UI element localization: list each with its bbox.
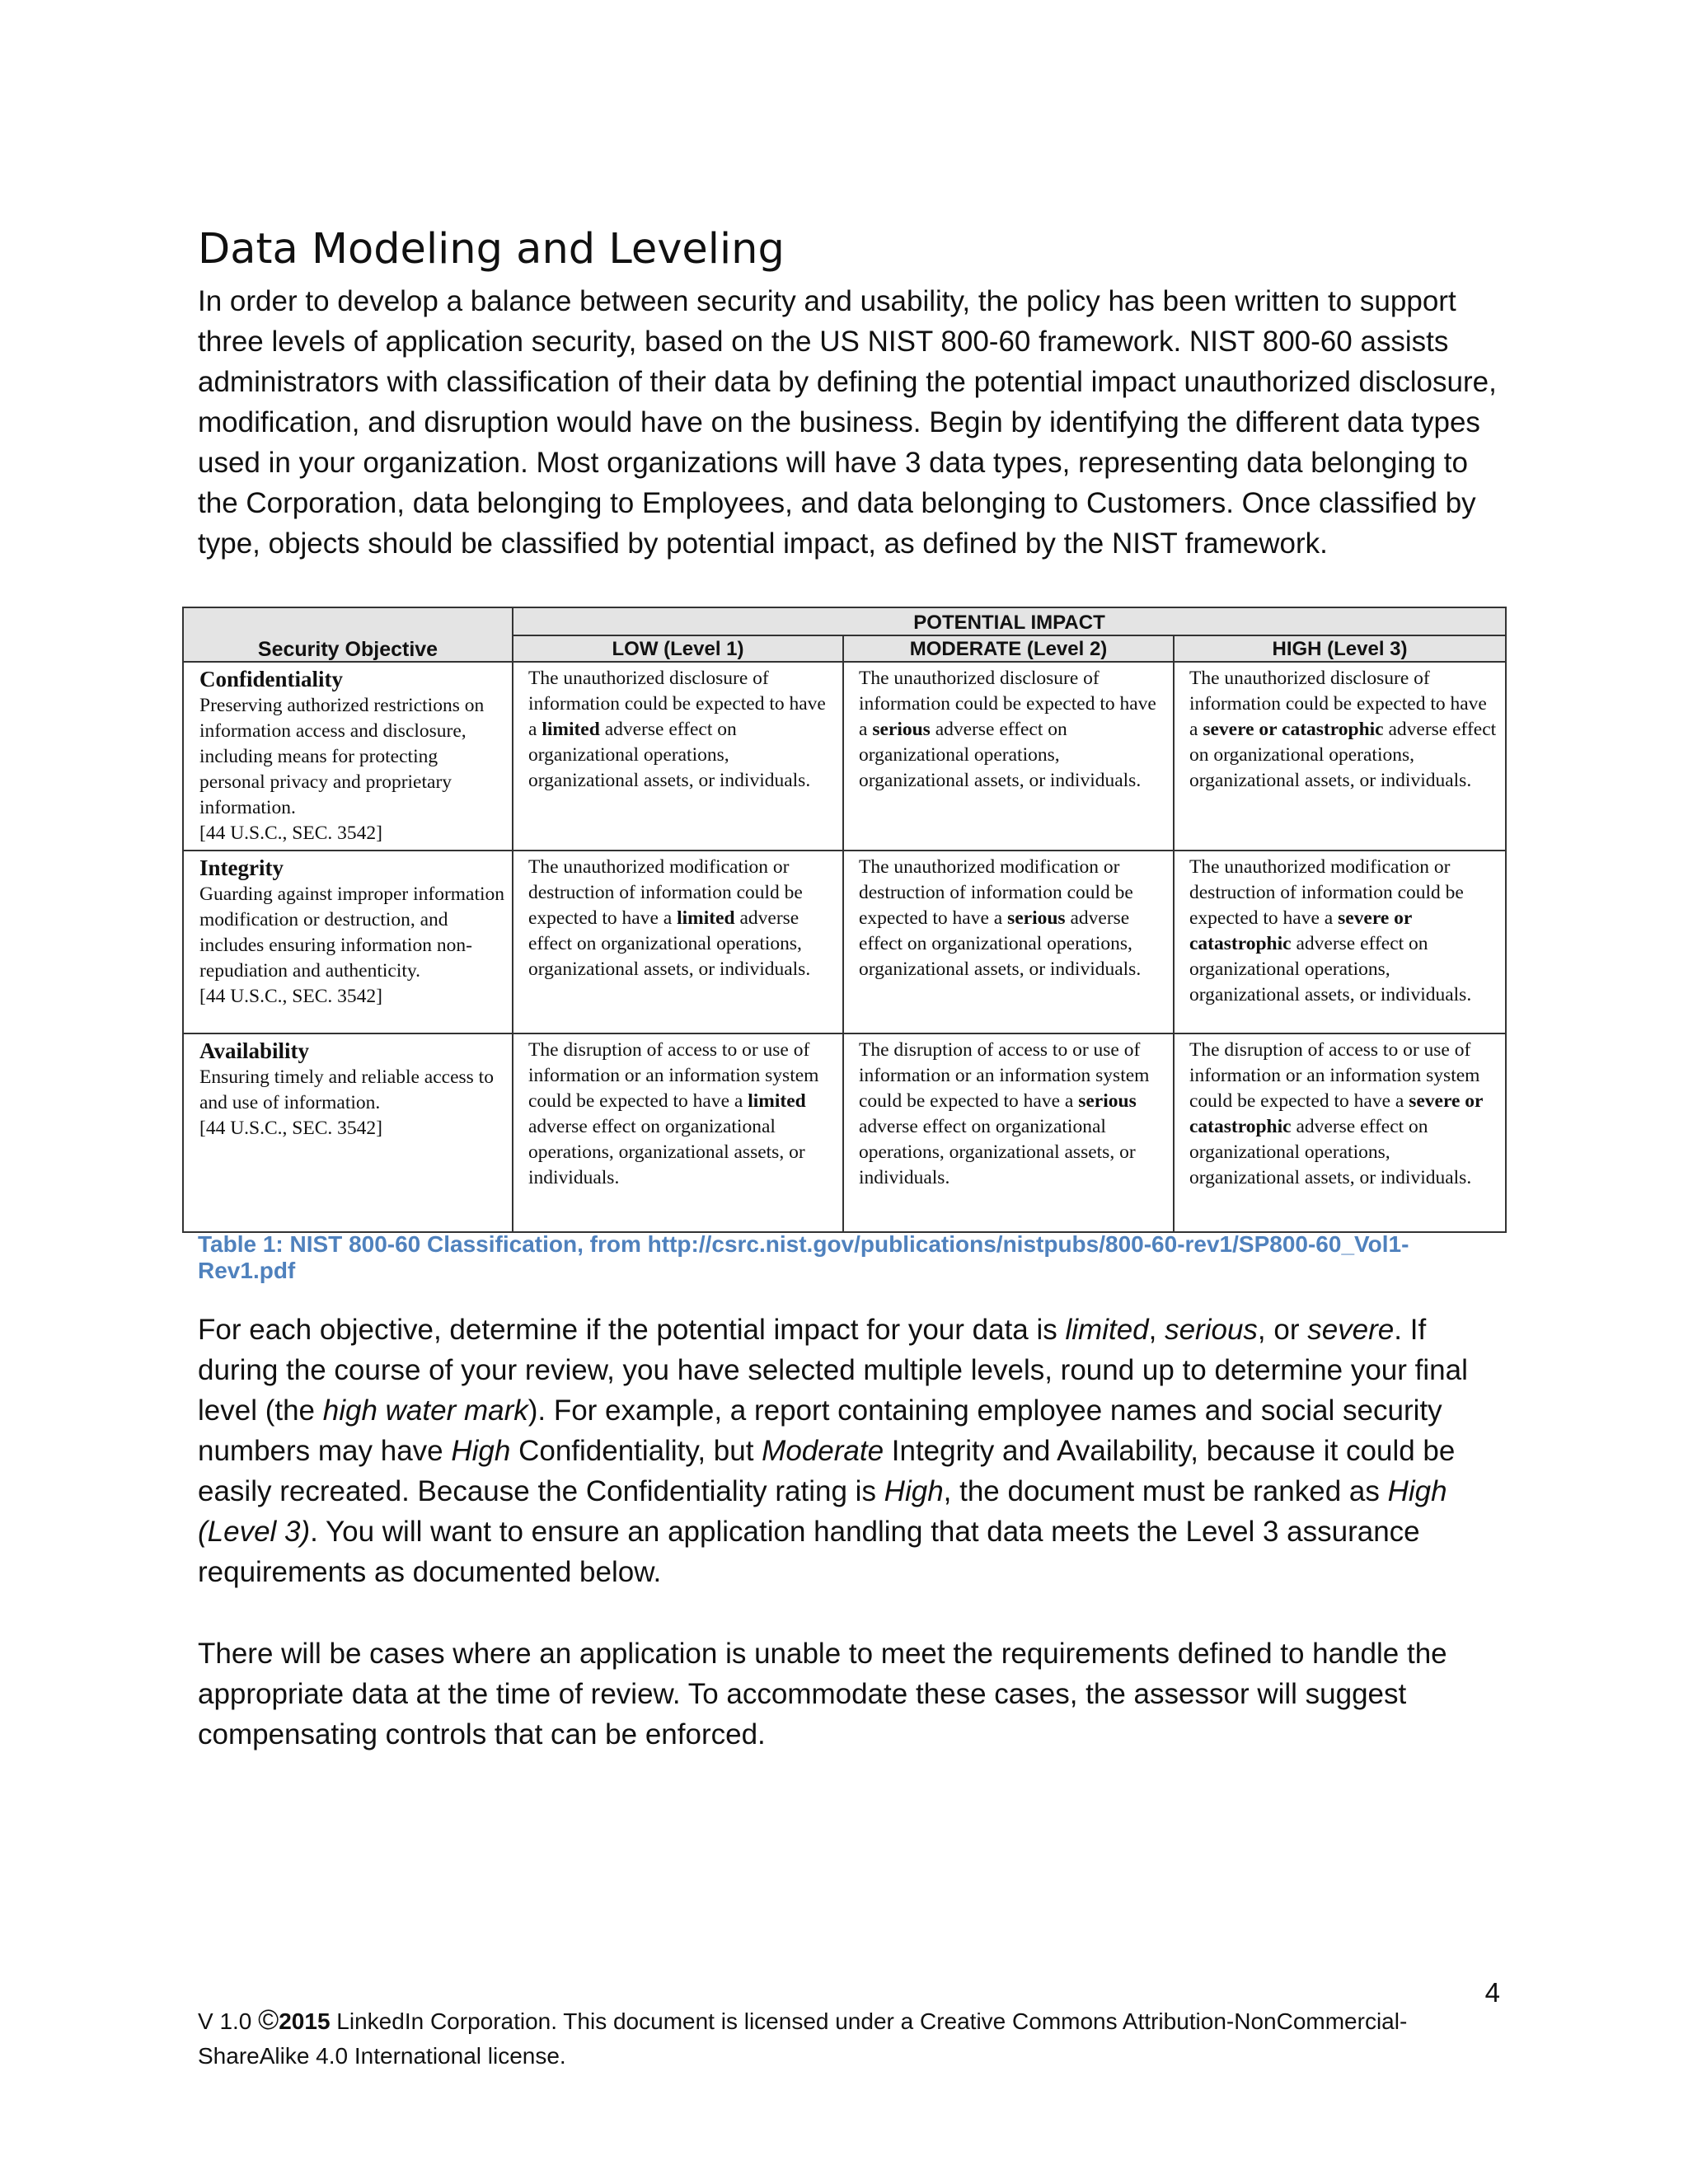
impact-cell-moderate: The unauthorized disclosure of information could be expected to have a serious adverse effect on organizational operations, organizational assets, or individuals.: [843, 662, 1174, 851]
objective-cell: [183, 1033, 513, 1232]
objective-name: Integrity: [199, 855, 284, 880]
objective-description: Ensuring timely and reliable access to and use of information.: [199, 1066, 494, 1113]
copyright-symbol: ©: [258, 2004, 279, 2036]
nist-classification-table: [182, 607, 1507, 1233]
impact-cell-low: The disruption of access to or use of information or an information system could be expected to have a limited adverse effect on organizational operations, organizational assets, or individuals.: [513, 1033, 843, 1232]
level-header-high: HIGH (Level 3): [1174, 635, 1506, 662]
objective-description: Preserving authorized restrictions on information access and disclosure, including means for protecting personal privacy and proprietary information.: [199, 695, 485, 818]
impact-cell-moderate: The disruption of access to or use of information or an information system could be expected to have a serious adverse effect on organizational operations, organizational assets, or individuals.: [843, 1033, 1174, 1232]
impact-cell-moderate: The unauthorized modification or destruction of information could be expected to have a serious adverse effect on organizational operations, organizational assets, or individuals.: [843, 851, 1174, 1033]
page-number: 4: [1484, 1977, 1500, 2008]
impact-cell-high: The unauthorized disclosure of information could be expected to have a severe or catastrophic adverse effect on organizational operations, organizational assets, or individuals.: [1174, 662, 1506, 851]
table-row-integrity: [183, 851, 1506, 1033]
table-header-row: [183, 607, 1506, 635]
table-row-availability: [183, 1033, 1506, 1232]
impact-cell-low: The unauthorized modification or destruction of information could be expected to have a limited adverse effect on organizational operations, organizational assets, or individuals.: [513, 851, 843, 1033]
compensating-controls-paragraph: There will be cases where an application is unable to meet the requirements defined to handle the appropriate data at the time of review. To accommodate these cases, the assessor will suggest compensating controls that can be enforced.: [198, 1638, 1447, 1750]
security-objective-header: Security Objective: [183, 607, 513, 662]
impact-cell-high: The unauthorized modification or destruction of information could be expected to have a severe or catastrophic adverse effect on organizational operations, organizational assets, or individuals.: [1174, 851, 1506, 1033]
objective-reference: [44 U.S.C., SEC. 3542]: [199, 1118, 382, 1139]
impact-cell-low: The unauthorized disclosure of information could be expected to have a limited adverse effect on organizational operations, organizational assets, or individuals.: [513, 662, 843, 851]
intro-paragraph: In order to develop a balance between security and usability, the policy has been written to support three levels of application security, based on the US NIST 800-60 framework. NIST 800-60 assists administrators with classification of their data by defining the potential impact unauthorized disclosure, modification, and disruption would have on the business. Begin by identifying the different data types used in your organization. Most organizations will have 3 data types, representing data belonging to the Corporation, data belonging to Employees, and data belonging to Customers. Once classified by type, objects should be classified by potential impact, as defined by the NIST framework.: [198, 285, 1497, 560]
objective-name: Confidentiality: [199, 667, 344, 691]
table-caption: Table 1: NIST 800-60 Classification, from http://csrc.nist.gov/publications/nistpubs/800-60-rev1/SP800-60_Vol1-Rev1.pdf: [198, 1231, 1409, 1283]
table-row-confidentiality: [183, 662, 1506, 851]
footer-license: V 1.0 ©2015 LinkedIn Corporation. This document is licensed under a Creative Commons Attribution-NonCommercial-ShareAlike 4.0 International license.: [198, 2004, 1408, 2069]
objective-reference: [44 U.S.C., SEC. 3542]: [199, 986, 382, 1007]
impact-cell-high: The disruption of access to or use of information or an information system could be expected to have a severe or catastrophic adverse effect on organizational operations, organizational assets, or individuals.: [1174, 1033, 1506, 1232]
objective-reference: [44 U.S.C., SEC. 3542]: [199, 823, 382, 844]
objective-name: Availability: [199, 1038, 310, 1063]
objective-cell: [183, 851, 513, 1033]
section-heading: Data Modeling and Leveling: [198, 225, 785, 274]
potential-impact-header: POTENTIAL IMPACT: [513, 607, 1506, 635]
objective-paragraph: For each objective, determine if the potential impact for your data is limited, serious, or severe. If during the course of your review, you have selected multiple levels, round up to determine your final level (the high water mark). For example, a report containing employee names and social security numbers may have High Confidentiality, but Moderate Integrity and Availability, because it could be easily recreated. Because the Confidentiality rating is High, the document must be ranked as High (Level 3). You will want to ensure an application handling that data meets the Level 3 assurance requirements as documented below.: [198, 1314, 1468, 1588]
objective-cell: [183, 662, 513, 851]
level-header-low: LOW (Level 1): [513, 635, 843, 662]
objective-description: Guarding against improper information modification or destruction, and includes ensuring information non-repudiation and authenticity.: [199, 883, 505, 982]
level-header-moderate: MODERATE (Level 2): [843, 635, 1174, 662]
